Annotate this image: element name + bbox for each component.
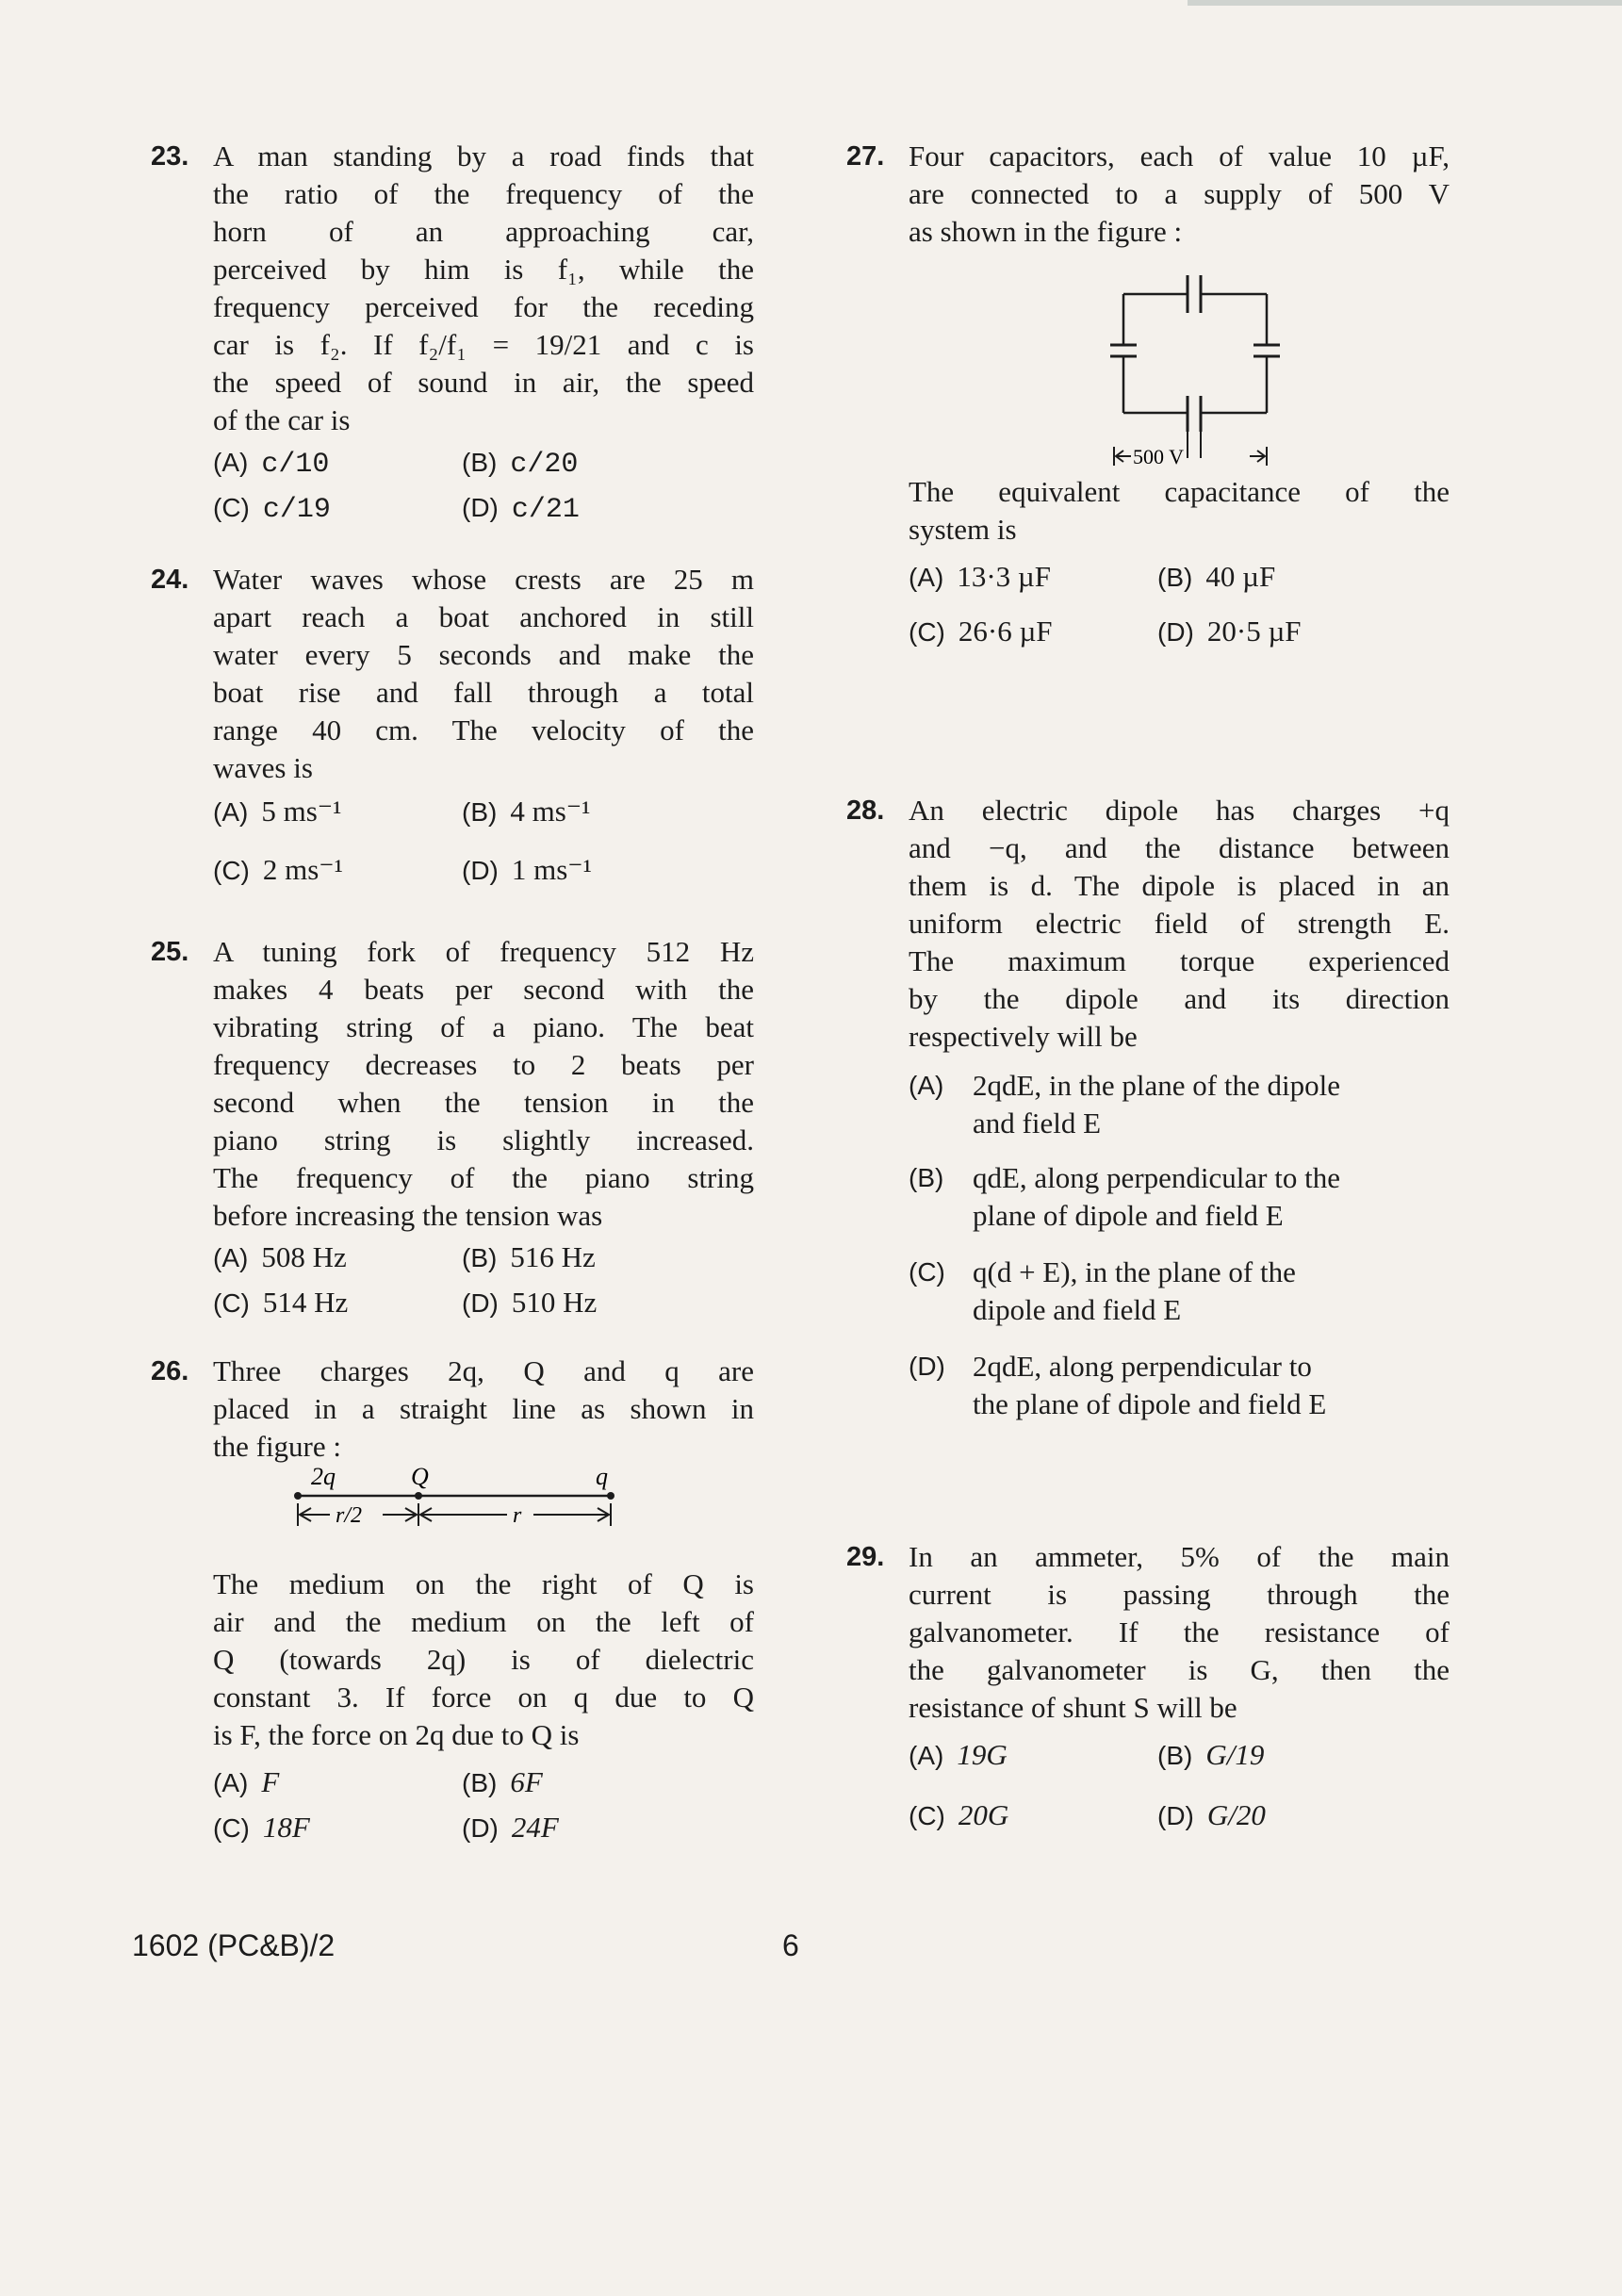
question-text-continued: The equivalent capacitance of the system is (909, 475, 1450, 546)
paper-code: 1602 (PC&B)/2 (132, 1928, 336, 1962)
charge-2q-dot (294, 1492, 302, 1500)
charge-Q-dot (415, 1492, 422, 1500)
option-b[interactable]: (B) 6F (462, 1765, 543, 1798)
option-d[interactable]: (D) 20·5 µF (1157, 615, 1302, 648)
question-text: Three charges 2q, Q and q are placed in a straight line as shown in the figure : (213, 1354, 754, 1463)
option-d[interactable]: (D) 510 Hz (462, 1286, 598, 1319)
option-a[interactable]: (A) F (213, 1765, 280, 1798)
option-b[interactable]: (B) G/19 (1157, 1738, 1265, 1771)
option-c[interactable]: (C) q(d + E), in the plane of the dipole and field E (909, 1255, 1296, 1326)
option-b[interactable]: (B) 4 ms⁻¹ (462, 795, 591, 828)
question-number: 27. (846, 141, 885, 172)
option-b[interactable]: (B) 516 Hz (462, 1240, 596, 1273)
option-b[interactable]: (B) 40 µF (1157, 560, 1276, 593)
question-text: An electric dipole has charges +q and −q, and the distance between them is d. The dipole is placed in an uniform electric field of strength E. The maximum torque experienced by the dipole and its direction respectively will be (909, 794, 1450, 1053)
label-r: r (513, 1503, 522, 1528)
option-c[interactable]: (C) 514 Hz (213, 1286, 349, 1319)
option-c[interactable]: (C) 26·6 µF (909, 615, 1053, 648)
option-d[interactable]: (D) 24F (462, 1811, 559, 1844)
option-d[interactable]: (D) 2qdE, along perpendicular to the plane of dipole and field E (909, 1350, 1327, 1420)
question-text: Water waves whose crests are 25 m apart reach a boat anchored in still water every 5 seconds and make the boat rise and fall through a total range 40 cm. The velocity of the waves is (213, 563, 754, 784)
question-text-continued: The medium on the right of Q is air and the medium on the left of Q (towards 2q) is of dielectric constant 3. If force on q due to Q is F, the force on 2q due to Q is (213, 1567, 754, 1751)
option-a[interactable]: (A) 5 ms⁻¹ (213, 795, 342, 828)
option-c[interactable]: (C) c/19 (213, 493, 331, 526)
option-d[interactable]: (D) c/21 (462, 493, 580, 526)
charges-line-figure (292, 1464, 688, 1539)
supply-voltage-label: 500 V (1133, 445, 1184, 467)
question-25 (151, 933, 754, 1338)
option-d[interactable]: (D) 1 ms⁻¹ (462, 853, 592, 886)
label-2q: 2q (311, 1464, 336, 1490)
capacitor-circuit-figure (1110, 270, 1280, 467)
label-r-half: r/2 (336, 1503, 363, 1528)
label-Q: Q (411, 1464, 429, 1490)
option-b[interactable]: (B) qdE, along perpendicular to the plane of dipole and field E (909, 1161, 1340, 1232)
option-c[interactable]: (C) 20G (909, 1798, 1009, 1831)
question-text: A tuning fork of frequency 512 Hz makes 4 beats per second with the vibrating string of a piano. The beat frequency decreases to 2 beats per second when the tension in the piano string is slightly increased. The frequency of the piano string before increasing the tension was (213, 935, 754, 1232)
charge-q-dot (607, 1492, 614, 1500)
label-q: q (596, 1464, 608, 1490)
page-number: 6 (782, 1928, 799, 1962)
question-number: 28. (846, 795, 885, 826)
question-26 (151, 1353, 754, 1843)
question-number: 25. (151, 937, 189, 967)
question-number: 29. (846, 1542, 885, 1572)
question-28 (846, 792, 1450, 1433)
option-a[interactable]: (A) 508 Hz (213, 1240, 347, 1273)
option-d[interactable]: (D) G/20 (1157, 1798, 1266, 1831)
option-a[interactable]: (A) 2qdE, in the plane of the dipole and field E (909, 1069, 1340, 1140)
option-a[interactable]: (A) c/10 (213, 448, 330, 481)
option-c[interactable]: (C) 2 ms⁻¹ (213, 853, 343, 886)
option-b[interactable]: (B) c/20 (462, 448, 579, 481)
question-text: A man standing by a road finds that the ratio of the frequency of the horn of an approaching car, perceived by him is f₁, while the frequency perceived for the receding car is f₂. If f₂/f₁ = 19/21 and c is the speed of sound in air, the speed of the car is (213, 139, 754, 436)
option-c[interactable]: (C) 18F (213, 1811, 310, 1844)
question-number: 23. (151, 141, 189, 172)
question-27 (846, 138, 1450, 684)
question-text: Four capacitors, each of value 10 µF, are connected to a supply of 500 V as shown in the figure : (909, 139, 1450, 248)
option-a[interactable]: (A) 19G (909, 1738, 1008, 1771)
question-number: 26. (151, 1356, 189, 1386)
question-24 (151, 561, 754, 910)
top-edge-line (1188, 0, 1622, 6)
question-text: In an ammeter, 5% of the main current is passing through the galvanometer. If the resistance of the galvanometer is G, then the resistance of shunt S will be (909, 1540, 1450, 1724)
question-23 (151, 138, 754, 552)
question-29 (846, 1538, 1450, 1849)
question-number: 24. (151, 565, 189, 595)
option-a[interactable]: (A) 13·3 µF (909, 560, 1052, 593)
